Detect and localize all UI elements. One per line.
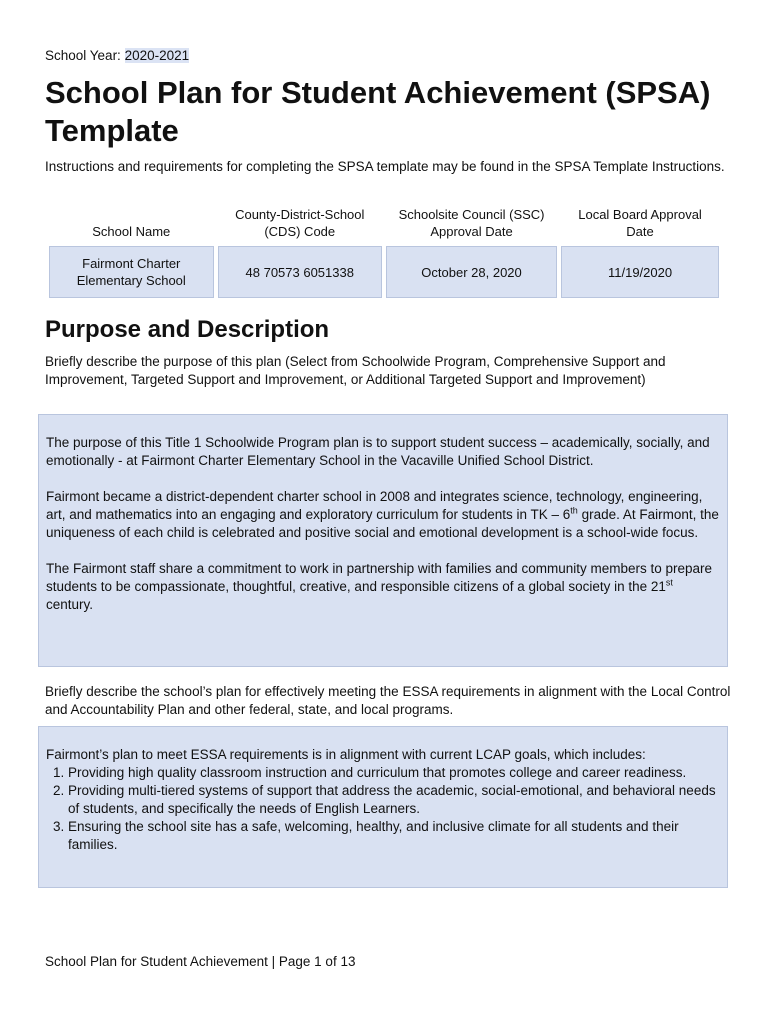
essa-intro: Fairmont’s plan to meet ESSA requirements is in alignment with current LCAP goals, which includes: <box>46 747 646 762</box>
purpose-paragraph-3: The Fairmont staff share a commitment to work in partnership with families and community members to prepare students to be compassionate, thoughtful, creative, and responsible citizens of a global society in the 21st century. <box>46 561 713 612</box>
board-approval-value: 11/19/2020 <box>561 246 719 298</box>
ssc-approval-value: October 28, 2020 <box>386 246 557 298</box>
header-ssc-approval: Schoolsite Council (SSC) Approval Date <box>398 207 545 239</box>
list-item: 2. Providing multi-tiered systems of support that address the academic, social-emotional, and behavioral needs of students, and specifically the needs of English Learners. <box>68 782 719 818</box>
essa-goal-list <box>46 764 719 854</box>
header-board-approval: Local Board Approval Date <box>578 207 702 239</box>
purpose-prompt: Briefly describe the purpose of this plan (Select from Schoolwide Program, Comprehensive Support and Improvement, Targeted Support and Improvement, or Additional Targeted Support and Improvement) <box>45 354 666 387</box>
school-year <box>45 48 189 63</box>
table-row <box>49 246 719 298</box>
school-info-table <box>45 206 723 298</box>
school-name-value: Fairmont Charter Elementary School <box>49 246 214 298</box>
purpose-paragraph-1: The purpose of this Title 1 Schoolwide Program plan is to support student success – academically, socially, and emotionally - at Fairmont Charter Elementary School in the Vacaville Unified School District. <box>46 435 710 468</box>
header-school-name: School Name <box>92 224 171 239</box>
school-year-label: School Year: <box>45 48 121 63</box>
instructions-text: Instructions and requirements for completing the SPSA template may be found in the SPSA Template Instructions. <box>45 159 725 174</box>
list-item: 3. Ensuring the school site has a safe, welcoming, healthy, and inclusive climate for all students and their families. <box>68 818 719 854</box>
list-item: 1. Providing high quality classroom instruction and curriculum that promotes college and career readiness. <box>68 764 719 782</box>
purpose-heading: Purpose and Description <box>45 316 330 343</box>
cds-code-value: 48 70573 6051338 <box>218 246 383 298</box>
essa-prompt: Briefly describe the school’s plan for effectively meeting the ESSA requirements in alignment with the Local Control and Accountability Plan and other federal, state, and local programs. <box>45 684 731 717</box>
page-footer: School Plan for Student Achievement | Page 1 of 13 <box>45 954 356 969</box>
school-year-value: 2020-2021 <box>124 48 190 63</box>
page-title: School Plan for Student Achievement (SPSA) Template <box>45 75 711 148</box>
header-cds-code: County-District-School (CDS) Code <box>235 207 365 239</box>
table-header-row <box>49 206 719 246</box>
purpose-response-box <box>38 414 728 667</box>
essa-response-box <box>38 726 728 888</box>
purpose-paragraph-2: Fairmont became a district-dependent charter school in 2008 and integrates science, technology, engineering, art, and mathematics into an engaging and exploratory curriculum for students in TK – 6th grade. At Fairmont, the uniqueness of each child is celebrated and positive social and emotional development is a school-wide focus. <box>46 489 719 540</box>
